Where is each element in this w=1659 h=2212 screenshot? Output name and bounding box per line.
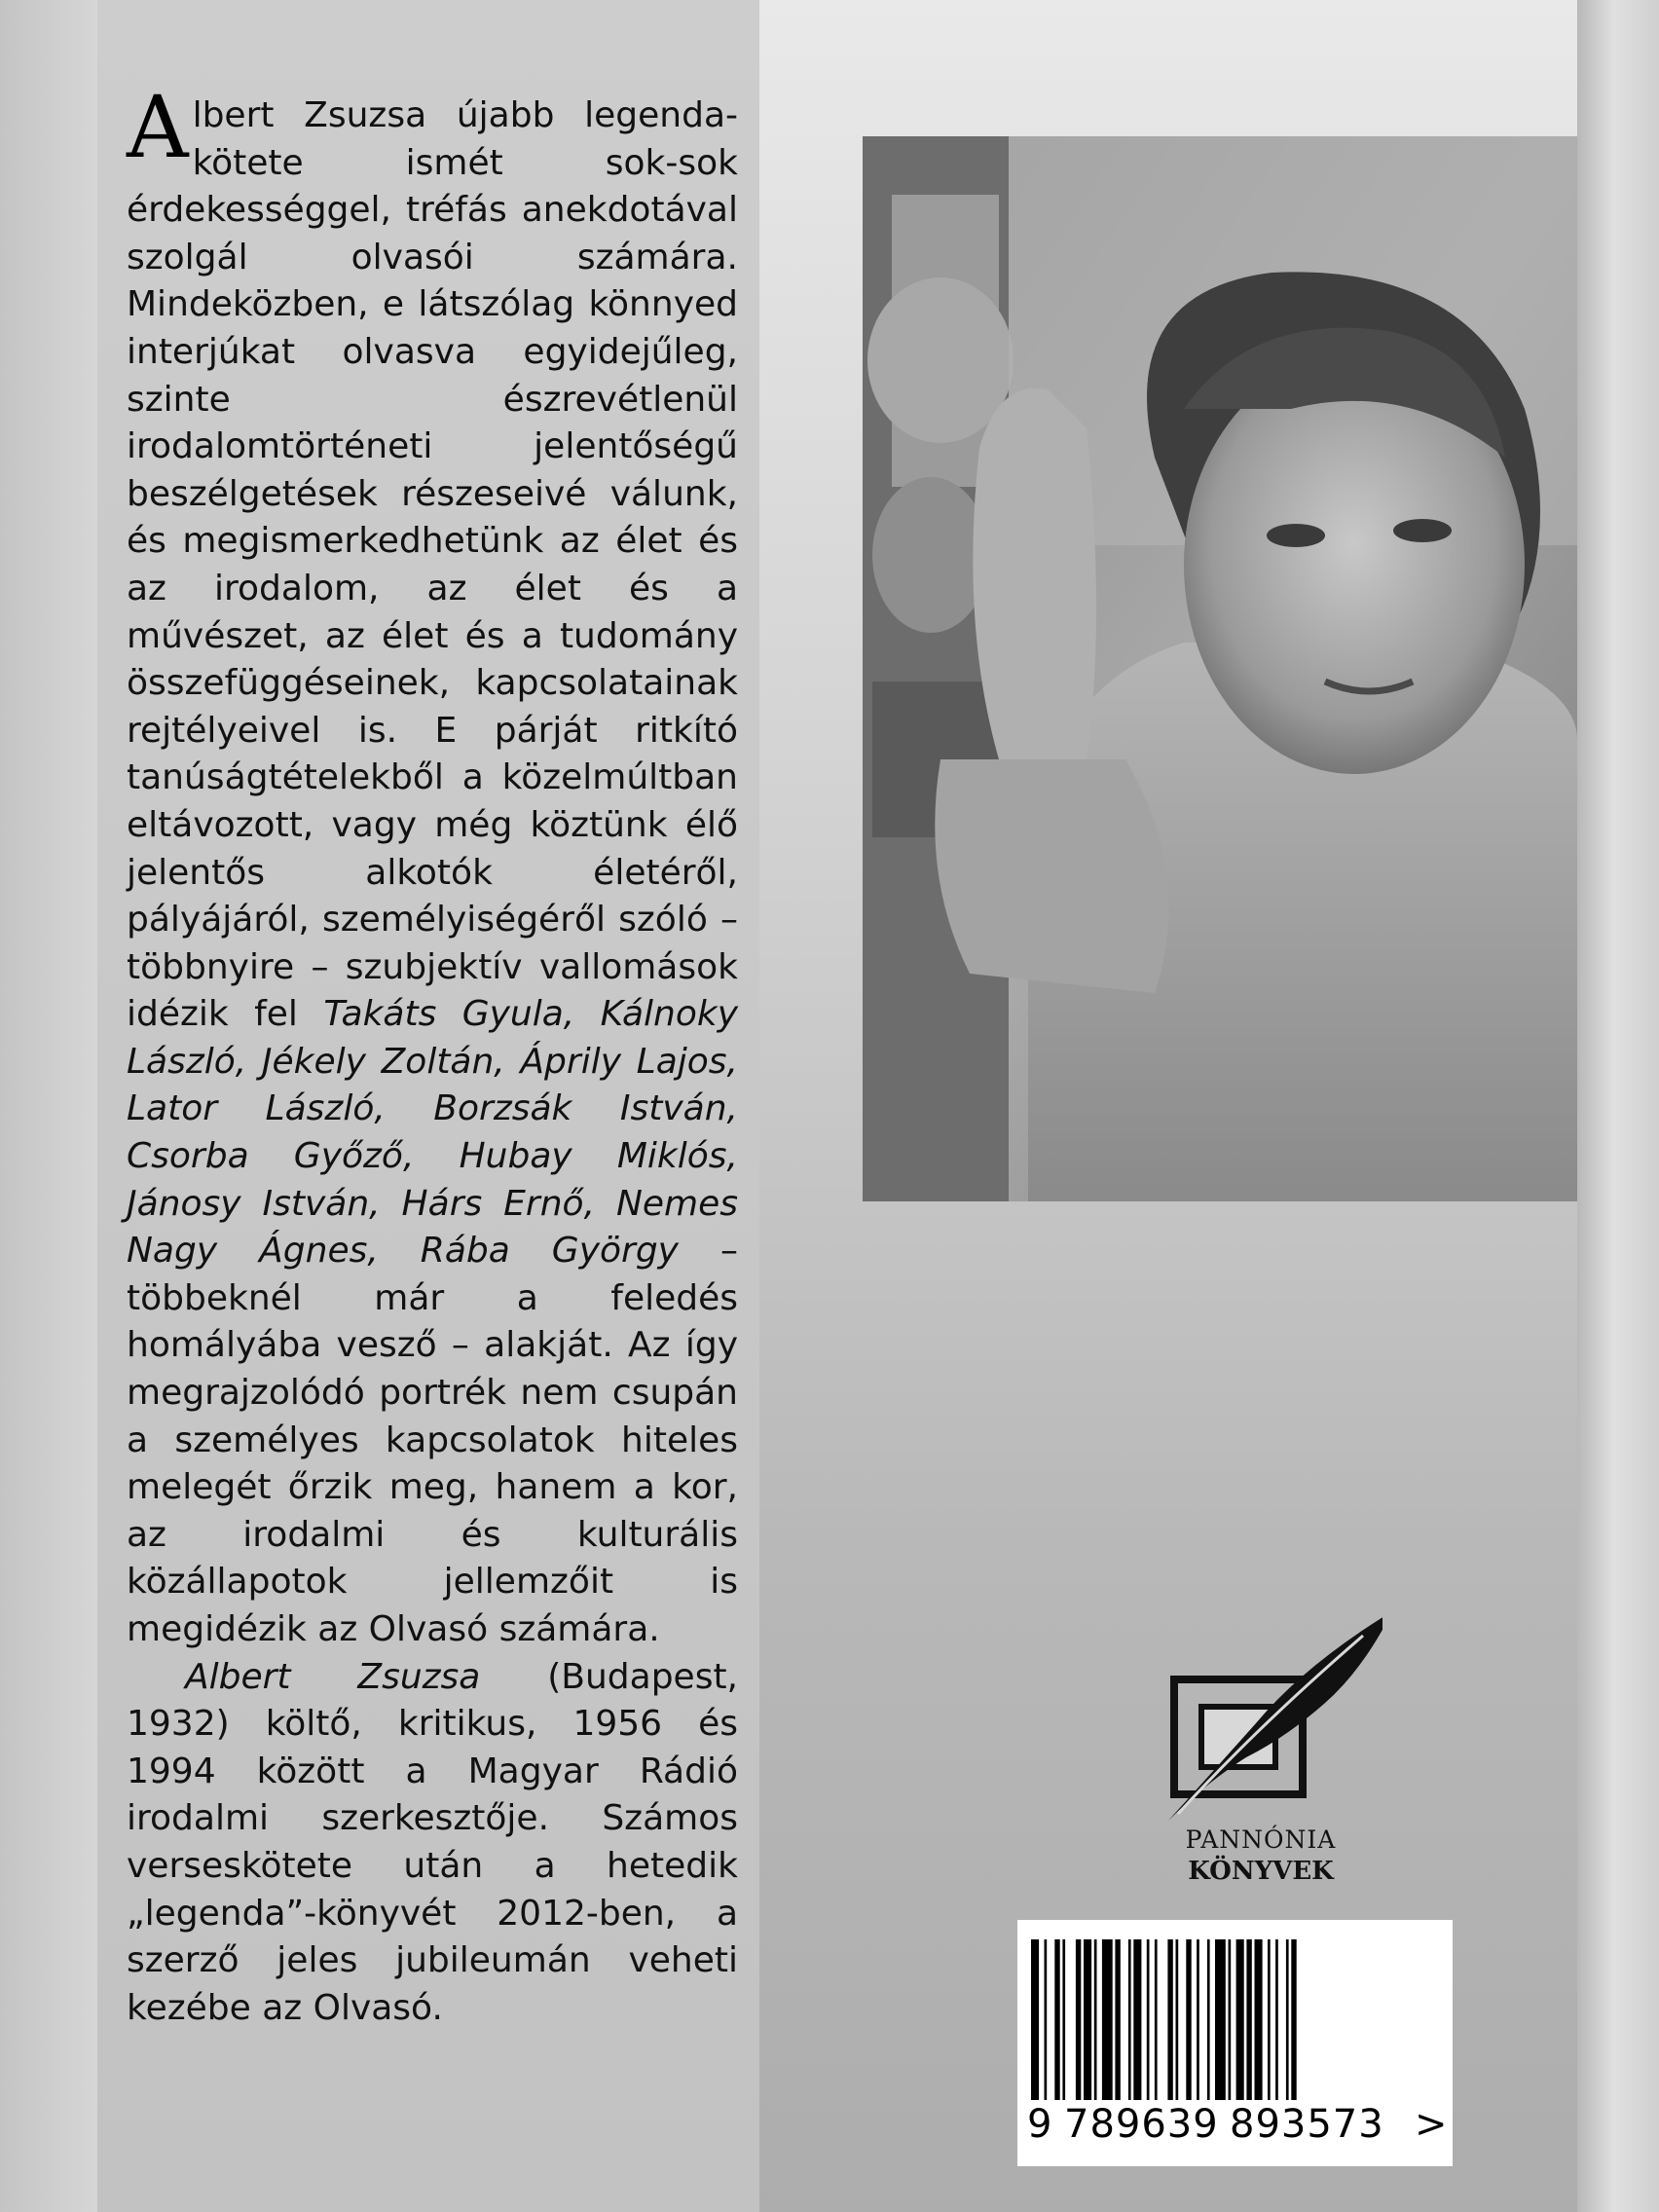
author-bio-name: Albert Zsuzsa bbox=[185, 1656, 481, 1697]
barcode-bar bbox=[1094, 1939, 1097, 2100]
barcode-bar bbox=[1076, 1939, 1081, 2100]
book-spine-edge bbox=[1577, 0, 1659, 2212]
barcode-bar bbox=[1133, 1939, 1141, 2100]
author-portrait-photo bbox=[863, 136, 1577, 1201]
barcode-bar bbox=[1102, 1939, 1113, 2100]
barcode-bar bbox=[1275, 1939, 1278, 2100]
barcode-bar bbox=[1291, 1939, 1296, 2100]
barcode-bar bbox=[1229, 1939, 1232, 2100]
publisher-logo bbox=[1139, 1611, 1412, 1894]
isbn-barcode bbox=[1017, 1920, 1453, 2166]
portrait-illustration bbox=[863, 136, 1577, 1201]
author-bio bbox=[127, 1654, 738, 2033]
isbn-lead-digit: 9 bbox=[1027, 2102, 1052, 2147]
barcode-bar bbox=[1167, 1939, 1172, 2100]
barcode-bar bbox=[1128, 1939, 1131, 2100]
blurb-paragraph-main bbox=[127, 77, 738, 1654]
barcode-bar bbox=[1215, 1939, 1226, 2100]
barcode-bar bbox=[1062, 1939, 1065, 2100]
publisher-name-line2: KÖNYVEK bbox=[1188, 1857, 1334, 1886]
barcode-bar bbox=[1054, 1939, 1059, 2100]
barcode-bar bbox=[1207, 1939, 1210, 2100]
barcode-bar bbox=[1045, 1939, 1048, 2100]
barcode-bar bbox=[1246, 1939, 1251, 2100]
publisher-name-line1: PANNÓNIA bbox=[1185, 1825, 1337, 1854]
page-left-edge bbox=[0, 0, 97, 2212]
barcode-bar bbox=[1147, 1939, 1150, 2100]
blurb-author-names: Takáts Gyula, Kálnoky László, Jékely Zoltán, Áprily Lajos, Lator László, Borzsák István, Csorba Győző, Hubay Miklós, Jánosy István, Hárs Ernő, Nemes Nagy Ágnes, Rába György bbox=[127, 994, 738, 1272]
barcode-bar bbox=[1031, 1939, 1039, 2100]
barcode-bar bbox=[1286, 1939, 1289, 2100]
barcode-bar bbox=[1255, 1939, 1263, 2100]
barcode-bar bbox=[1186, 1939, 1191, 2100]
back-cover-blurb bbox=[127, 77, 739, 2032]
barcode-bar bbox=[1115, 1939, 1120, 2100]
author-bio-text: (Budapest, 1932) költő, kritikus, 1956 és 1994 között a Magyar Rádió irodalmi szerkesztője. Számos verseskötete után a hetedik „legenda”-könyvét 2012-ben, a szerző jeles jubileumán veheti kezébe az Olvasó. bbox=[127, 1656, 739, 2028]
isbn-group-2: 893573 bbox=[1230, 2102, 1384, 2147]
blurb-text-start: lbert Zsuzsa újabb legenda-kötete ismét sok-sok érdekességgel, tréfás anekdotával szolgál olvasói számára. Mindeközben, e látszólag könnyed interjúkat olvasva egyidejűleg, szinte észrevétlenül irodalomtörténeti jelentőségű beszélgetések részeseivé válunk, és megismerkedhetünk az élet és az irodalom, az élet és a művészet, az élet és a tudomány összefüggéseinek, kapcsolatainak rejtélyeivel is. E párját ritkító tanúságtételekből a közelmúltban eltávozott, vagy még köztünk élő jelentős alkotók életéről, pályájáról, személyiségéről szóló – többnyire – szubjektív vallomások idézik fel bbox=[127, 95, 738, 1035]
feather-logo-icon bbox=[1139, 1611, 1382, 1821]
drop-cap: A bbox=[127, 77, 189, 177]
isbn-group-1: 789639 bbox=[1064, 2102, 1219, 2147]
barcode-bar bbox=[1236, 1939, 1244, 2100]
blurb-text-end: – többeknél már a feledés homályába vesző – alakját. Az így megrajzolódó portrék nem csupán a személyes kapcsolatok hiteles melegét őrzik meg, hanem a kor, az irodalmi és kulturális közállapotok jellemzőit is megidézik az Olvasó számára. bbox=[127, 1231, 738, 1649]
barcode-bar bbox=[1176, 1939, 1179, 2100]
isbn-arrow: > bbox=[1415, 2102, 1448, 2147]
barcode-bar bbox=[1197, 1939, 1199, 2100]
barcode-bars bbox=[1031, 1939, 1440, 2100]
barcode-bar bbox=[1155, 1939, 1158, 2100]
barcode-bar bbox=[1084, 1939, 1091, 2100]
barcode-bar bbox=[1268, 1939, 1271, 2100]
